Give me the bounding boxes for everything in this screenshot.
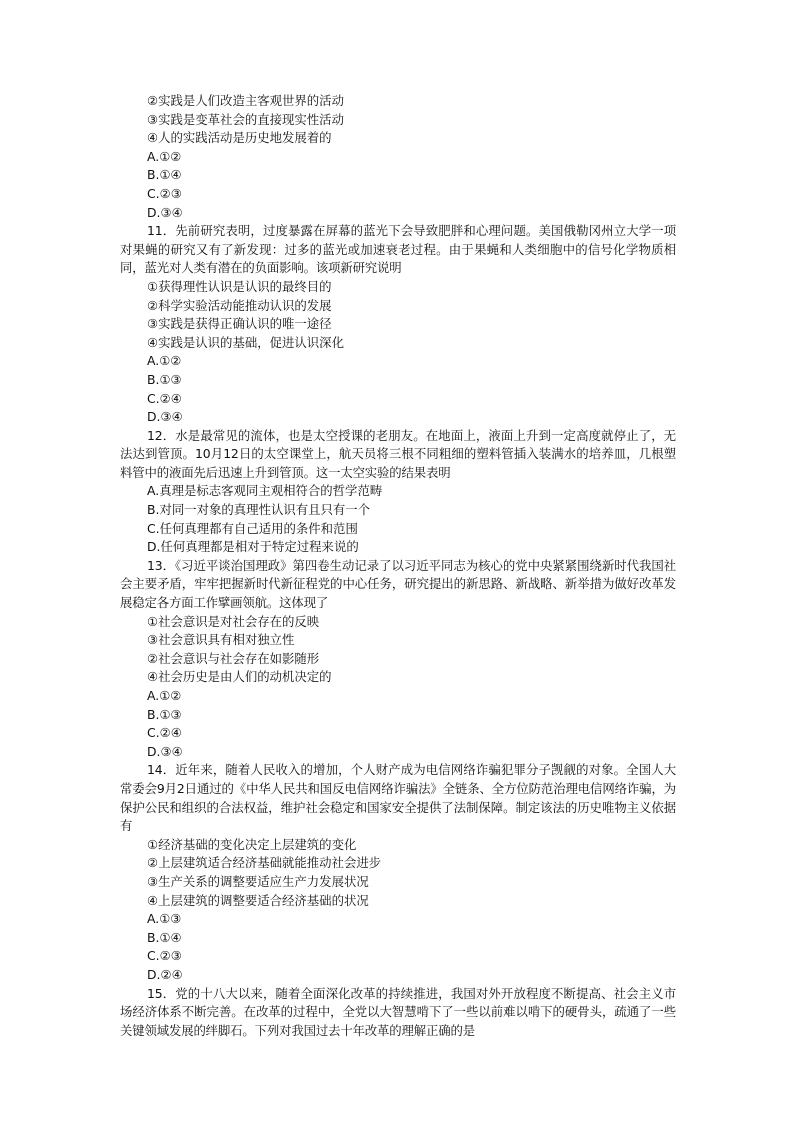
question-stem: 15．党的十八大以来，随着全面深化改革的持续推进，我国对外开放程度不断提高、社会主义市场经济体系不断完善。在改革的过程中，全党以大智慧啃下了一些以前难以啃下的硬骨头，疏通了一些关键领域发展的绊脚石。下列对我国过去十年改革的理解正确的是	[120, 985, 676, 1038]
answer-option: B.①③	[147, 371, 182, 387]
answer-option: C.任何真理都有自己适用的条件和范围	[147, 520, 358, 536]
answer-option: ①社会意识是对社会存在的反映	[147, 613, 320, 629]
answer-option: ④上层建筑的调整要适合经济基础的状况	[147, 892, 369, 908]
answer-option: C.②③	[147, 948, 182, 964]
answer-option: A.①②	[147, 688, 182, 703]
answer-option: ④人的实践活动是历史地发展着的	[147, 130, 332, 146]
answer-option: D.任何真理都是相对于特定过程来说的	[147, 539, 359, 555]
answer-option: A.①②	[147, 353, 182, 369]
answer-option: B.①③	[147, 706, 182, 722]
answer-option: B.对同一对象的真理性认识有且只有一个	[147, 502, 371, 518]
answer-option: C.②④	[147, 390, 182, 406]
answer-option: A.真理是标志客观同主观相符合的哲学范畴	[147, 483, 383, 499]
answer-option: ②实践是人们改造主客观世界的活动	[147, 93, 344, 108]
answer-option: B.①④	[147, 167, 182, 183]
answer-option: ②科学实验活动能推动认识的发展	[147, 297, 332, 313]
answer-option: ②上层建筑适合经济基础就能推动社会进步	[147, 855, 382, 871]
answer-option: A.①③	[147, 911, 182, 927]
answer-option: B.①④	[147, 929, 182, 945]
answer-option: D.②④	[147, 966, 183, 982]
question-stem: 11．先前研究表明，过度暴露在屏幕的蓝光下会导致肥胖和心理问题。美国俄勒冈州立大学一项对果蝇的研究又有了新发现：过多的蓝光或加速衰老过程。由于果蝇和人类细胞中的信号化学物质相同，蓝光对人类有潜在的负面影响。该项新研究说明	[120, 223, 676, 276]
question-stem: 12．水是最常见的流体，也是太空授课的老朋友。在地面上，液面上升到一定高度就停止了，无法达到管顶。10月12日的太空课堂上，航天员将三根不同粗细的塑料管插入装满水的培养皿，几根塑料管中的液面先后迅速上升到管顶。这一太空实验的结果表明	[120, 427, 676, 480]
answer-option: ③实践是获得正确认识的唯一途径	[147, 316, 332, 332]
answer-option: C.②③	[147, 185, 182, 201]
question-stem: 14．近年来，随着人民收入的增加，个人财产成为电信网络诈骗犯罪分子觊觎的对象。全国人大常委会9月2日通过的《中华人民共和国反电信网络诈骗法》全链条、全方位防范治理电信网络诈骗，为保护公民和组织的合法权益，维护社会稳定和国家安全提供了法制保障。制定该法的历史唯物主义依据有	[120, 762, 676, 834]
answer-option: D.③④	[147, 409, 183, 425]
answer-option: D.③④	[147, 204, 183, 220]
answer-option: ①获得理性认识是认识的最终目的	[147, 278, 332, 294]
answer-option: ①经济基础的变化决定上层建筑的变化	[147, 836, 357, 852]
answer-option: ④社会历史是由人们的动机决定的	[147, 669, 332, 685]
answer-option: A.①②	[147, 148, 182, 164]
answer-option: D.③④	[147, 743, 183, 759]
answer-option: ③实践是变革社会的直接现实性活动	[147, 111, 344, 127]
answer-option: ②社会意识与社会存在如影随形	[147, 650, 320, 666]
document-page	[120, 92, 676, 1040]
answer-option: ③生产关系的调整要适应生产力发展状况	[147, 873, 369, 889]
answer-option: ③社会意识具有相对独立性	[147, 632, 295, 648]
answer-option: C.②④	[147, 725, 182, 741]
answer-option: ④实践是认识的基础，促进认识深化	[147, 334, 344, 350]
question-stem: 13．《习近平谈治国理政》第四卷生动记录了以习近平同志为核心的党中央紧紧围绕新时代我国社会主要矛盾，牢牢把握新时代新征程党的中心任务，研究提出的新思路、新战略、新举措为做好改革发展稳定各方面工作擘画领航。这体现了	[120, 557, 676, 611]
